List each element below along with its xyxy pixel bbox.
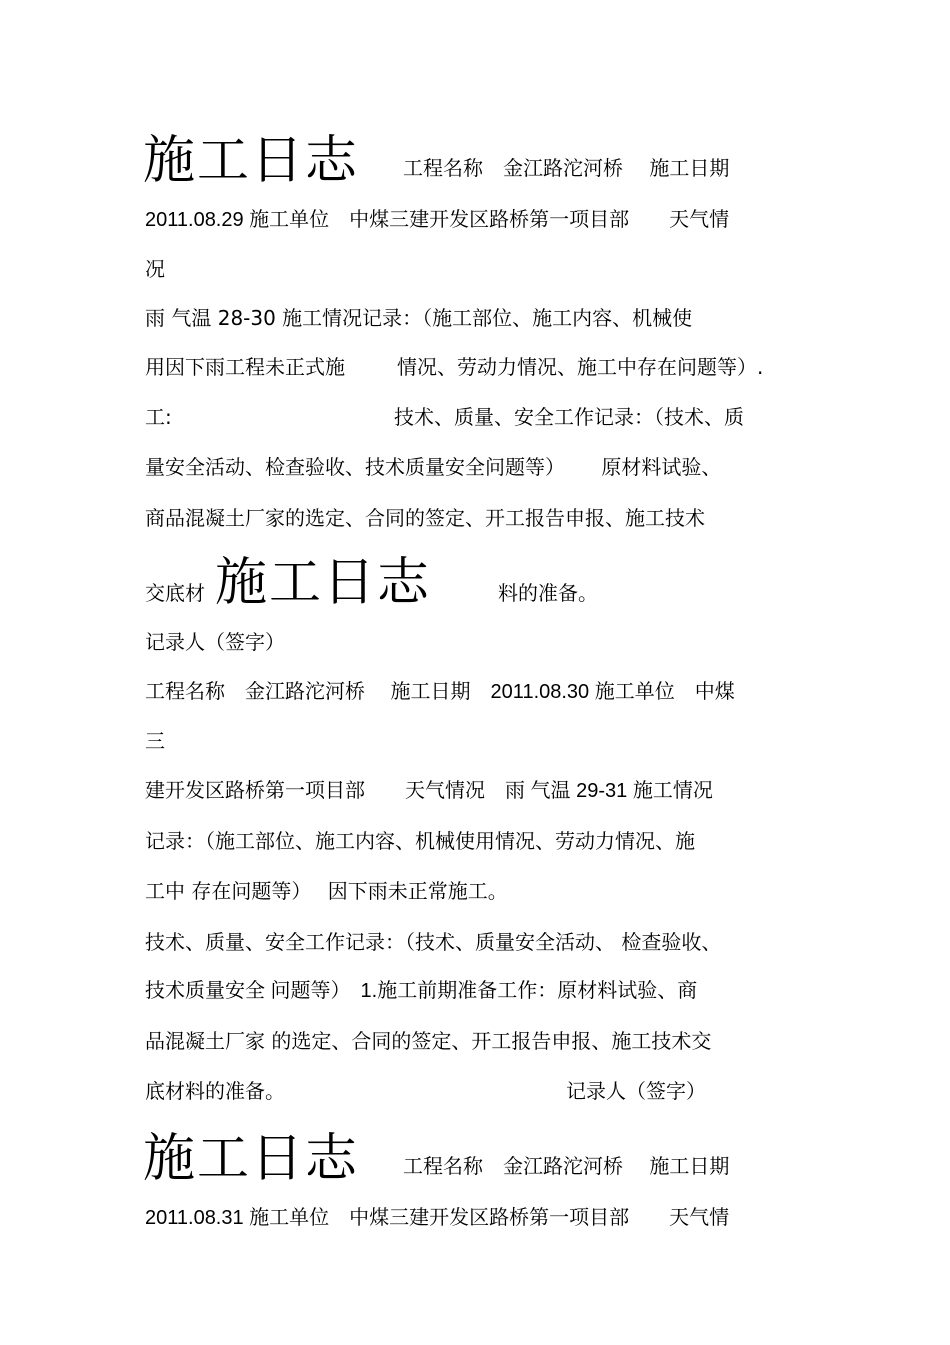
log-header-line: 工程名称 金江路沱河桥 施工日期 xyxy=(403,156,730,180)
log-line: 量安全活动、检查验收、技术质量安全问题等） 原材料试验、 xyxy=(145,455,722,479)
log-line: 情况、劳动力情况、施工中存在问题等）. xyxy=(397,355,764,379)
log-line: 工程名称 金江路沱河桥 施工日期 2011.08.30 施工单位 中煤 xyxy=(145,681,735,703)
log-line: 品混凝土厂家 的选定、合同的签定、开工报告申报、施工技术交 xyxy=(145,1029,712,1053)
log-line: 记录：（施工部位、施工内容、机械使用情况、劳动力情况、施 xyxy=(145,829,695,853)
log-header-line: 工程名称 金江路沱河桥 施工日期 xyxy=(403,1154,730,1178)
log-line: 商品混凝土厂家的选定、合同的签定、开工报告申报、施工技术 xyxy=(145,506,705,530)
log-line: 三 xyxy=(145,729,165,753)
log-line: 2011.08.29 施工单位 中煤三建开发区路桥第一项目部 天气情 xyxy=(145,209,730,231)
log-line: 用因下雨工程未正式施 xyxy=(145,355,345,379)
log-line: 技术、质量、安全工作记录：（技术、质量安全活动、 检查验收、 xyxy=(145,930,722,954)
log-line: 建开发区路桥第一项目部 天气情况 雨 气温 29-31 施工情况 xyxy=(145,780,713,802)
log-title-heading: 施工日志 xyxy=(143,1129,360,1189)
log-line: 2011.08.31 施工单位 中煤三建开发区路桥第一项目部 天气情 xyxy=(145,1207,730,1229)
log-line: 交底材 xyxy=(145,581,205,605)
log-line: 底材料的准备。 xyxy=(145,1079,285,1103)
signature-label: 记录人（签字） xyxy=(566,1079,706,1103)
log-line: 况 xyxy=(145,257,165,281)
log-line: 技术质量安全 问题等） 1.施工前期准备工作：原材料试验、商 xyxy=(145,980,698,1002)
log-title-heading: 施工日志 xyxy=(215,553,432,613)
signature-label: 记录人（签字） xyxy=(145,630,285,654)
log-line: 工: xyxy=(145,405,172,429)
log-line: 技术、质量、安全工作记录：（技术、质 xyxy=(394,405,744,429)
log-line: 工中 存在问题等） 因下雨未正常施工。 xyxy=(145,879,508,903)
log-line: 雨 气温 28-30 施工情况记录：（施工部位、施工内容、机械使 xyxy=(145,306,693,330)
log-title-heading: 施工日志 xyxy=(143,131,360,191)
log-line: 料的准备。 xyxy=(498,581,598,605)
